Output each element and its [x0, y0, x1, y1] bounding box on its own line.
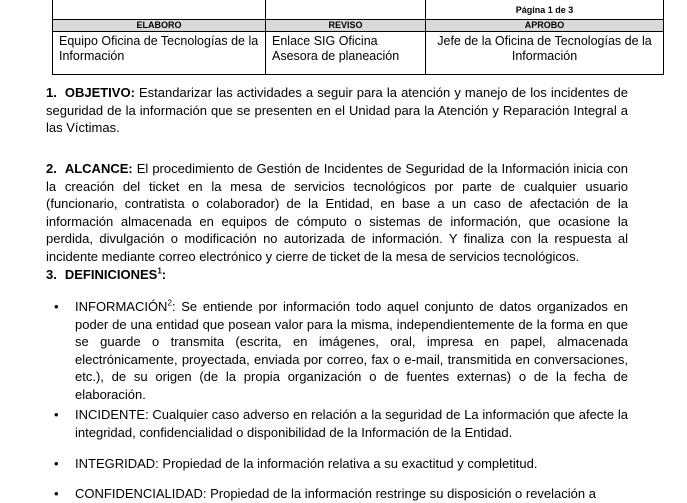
section-objetivo [46, 84, 628, 137]
section-text: Estandarizar las actividades a seguir para la atención y manejo de los incidentes de seguridad de la información que se presenten en el Unidad para la Atención y Reparación Integral a las Víctimas. [46, 85, 628, 136]
bullet-icon: • [54, 299, 59, 314]
cell-elaboro: Equipo Oficina de Tecnologías de la Información [53, 32, 266, 75]
section-label: DEFINICIONES [64, 267, 158, 282]
section-colon: : [161, 267, 167, 282]
section-definiciones [46, 266, 628, 284]
section-label: ALCANCE: [64, 161, 133, 176]
header-aprobo: APROBO [426, 20, 664, 32]
definition-informacion [54, 298, 628, 404]
footnote-ref: 2 [167, 298, 172, 308]
bullet-icon: • [54, 407, 59, 422]
section-alcance [46, 160, 628, 266]
definition-integridad [54, 455, 628, 473]
section-text: El procedimiento de Gestión de Incidentes de Seguridad de la Información inicia con la creación del ticket en la mesa de servicios tecnológicos por parte de cualquier usuario (funcionario, contratista o colaborador) de la Entidad, en base a un caso de afectación de la información almacenada en equipos de cómputo o sistemas de información, que ocasione la perdida, divulgación o modificación no autorizada de información. Y finaliza con la respuesta al incidente mediante correo electrónico y cierre de ticket de la mesa de servicios tecnológicos. [46, 161, 628, 264]
bullet-icon: • [54, 486, 59, 501]
definition-term: INCIDENTE [75, 407, 146, 422]
cell-reviso: Enlace SIG Oficina Asesora de planeación [266, 32, 426, 75]
definition-text: : Propiedad de la información restringe su disposición o revelación a [202, 486, 596, 501]
definition-term: CONFIDENCIALIDAD [75, 486, 203, 501]
section-number: 3. [46, 267, 57, 282]
page-number: Página 1 de 3 [426, 0, 664, 20]
header-reviso: REVISO [266, 20, 426, 32]
section-number: 2. [46, 161, 57, 176]
definition-text: : Se entiende por información todo aquel conjunto de datos organizados en poder de una entidad que posean valor para la misma, independientemente de la forma en que se guarde o transmita (escrita, en imágenes, oral, impresa en papel, almacenada electrónicamente, proyectada, enviada por correo, fax o e-mail, transmitida en conversaciones, etc.), de su origen (de la propia organización o de fuentes externas) o de la fecha de elaboración. [75, 299, 628, 402]
section-label: OBJETIVO: [64, 85, 135, 100]
cell-aprobo: Jefe de la Oficina de Tecnologías de la Información [426, 32, 664, 75]
bullet-icon: • [54, 456, 59, 471]
definition-term: INFORMACIÓN [75, 299, 168, 314]
definition-text: : Cualquier caso adverso en relación a la seguridad de La información que afecte la integridad, confidencialidad o disponibilidad de la Información de la Entidad. [75, 407, 628, 440]
definition-term: INTEGRIDAD [75, 456, 156, 471]
document-control-table [52, 0, 664, 75]
header-elaboro: ELABORO [53, 20, 266, 32]
top-cell-middle [266, 0, 426, 20]
definition-text: : Propiedad de la información relativa a su exactitud y completitud. [155, 456, 538, 471]
section-number: 1. [46, 85, 57, 100]
top-cell-left [53, 0, 266, 20]
footnote-ref: 1 [157, 266, 162, 276]
definition-incidente [54, 406, 628, 441]
